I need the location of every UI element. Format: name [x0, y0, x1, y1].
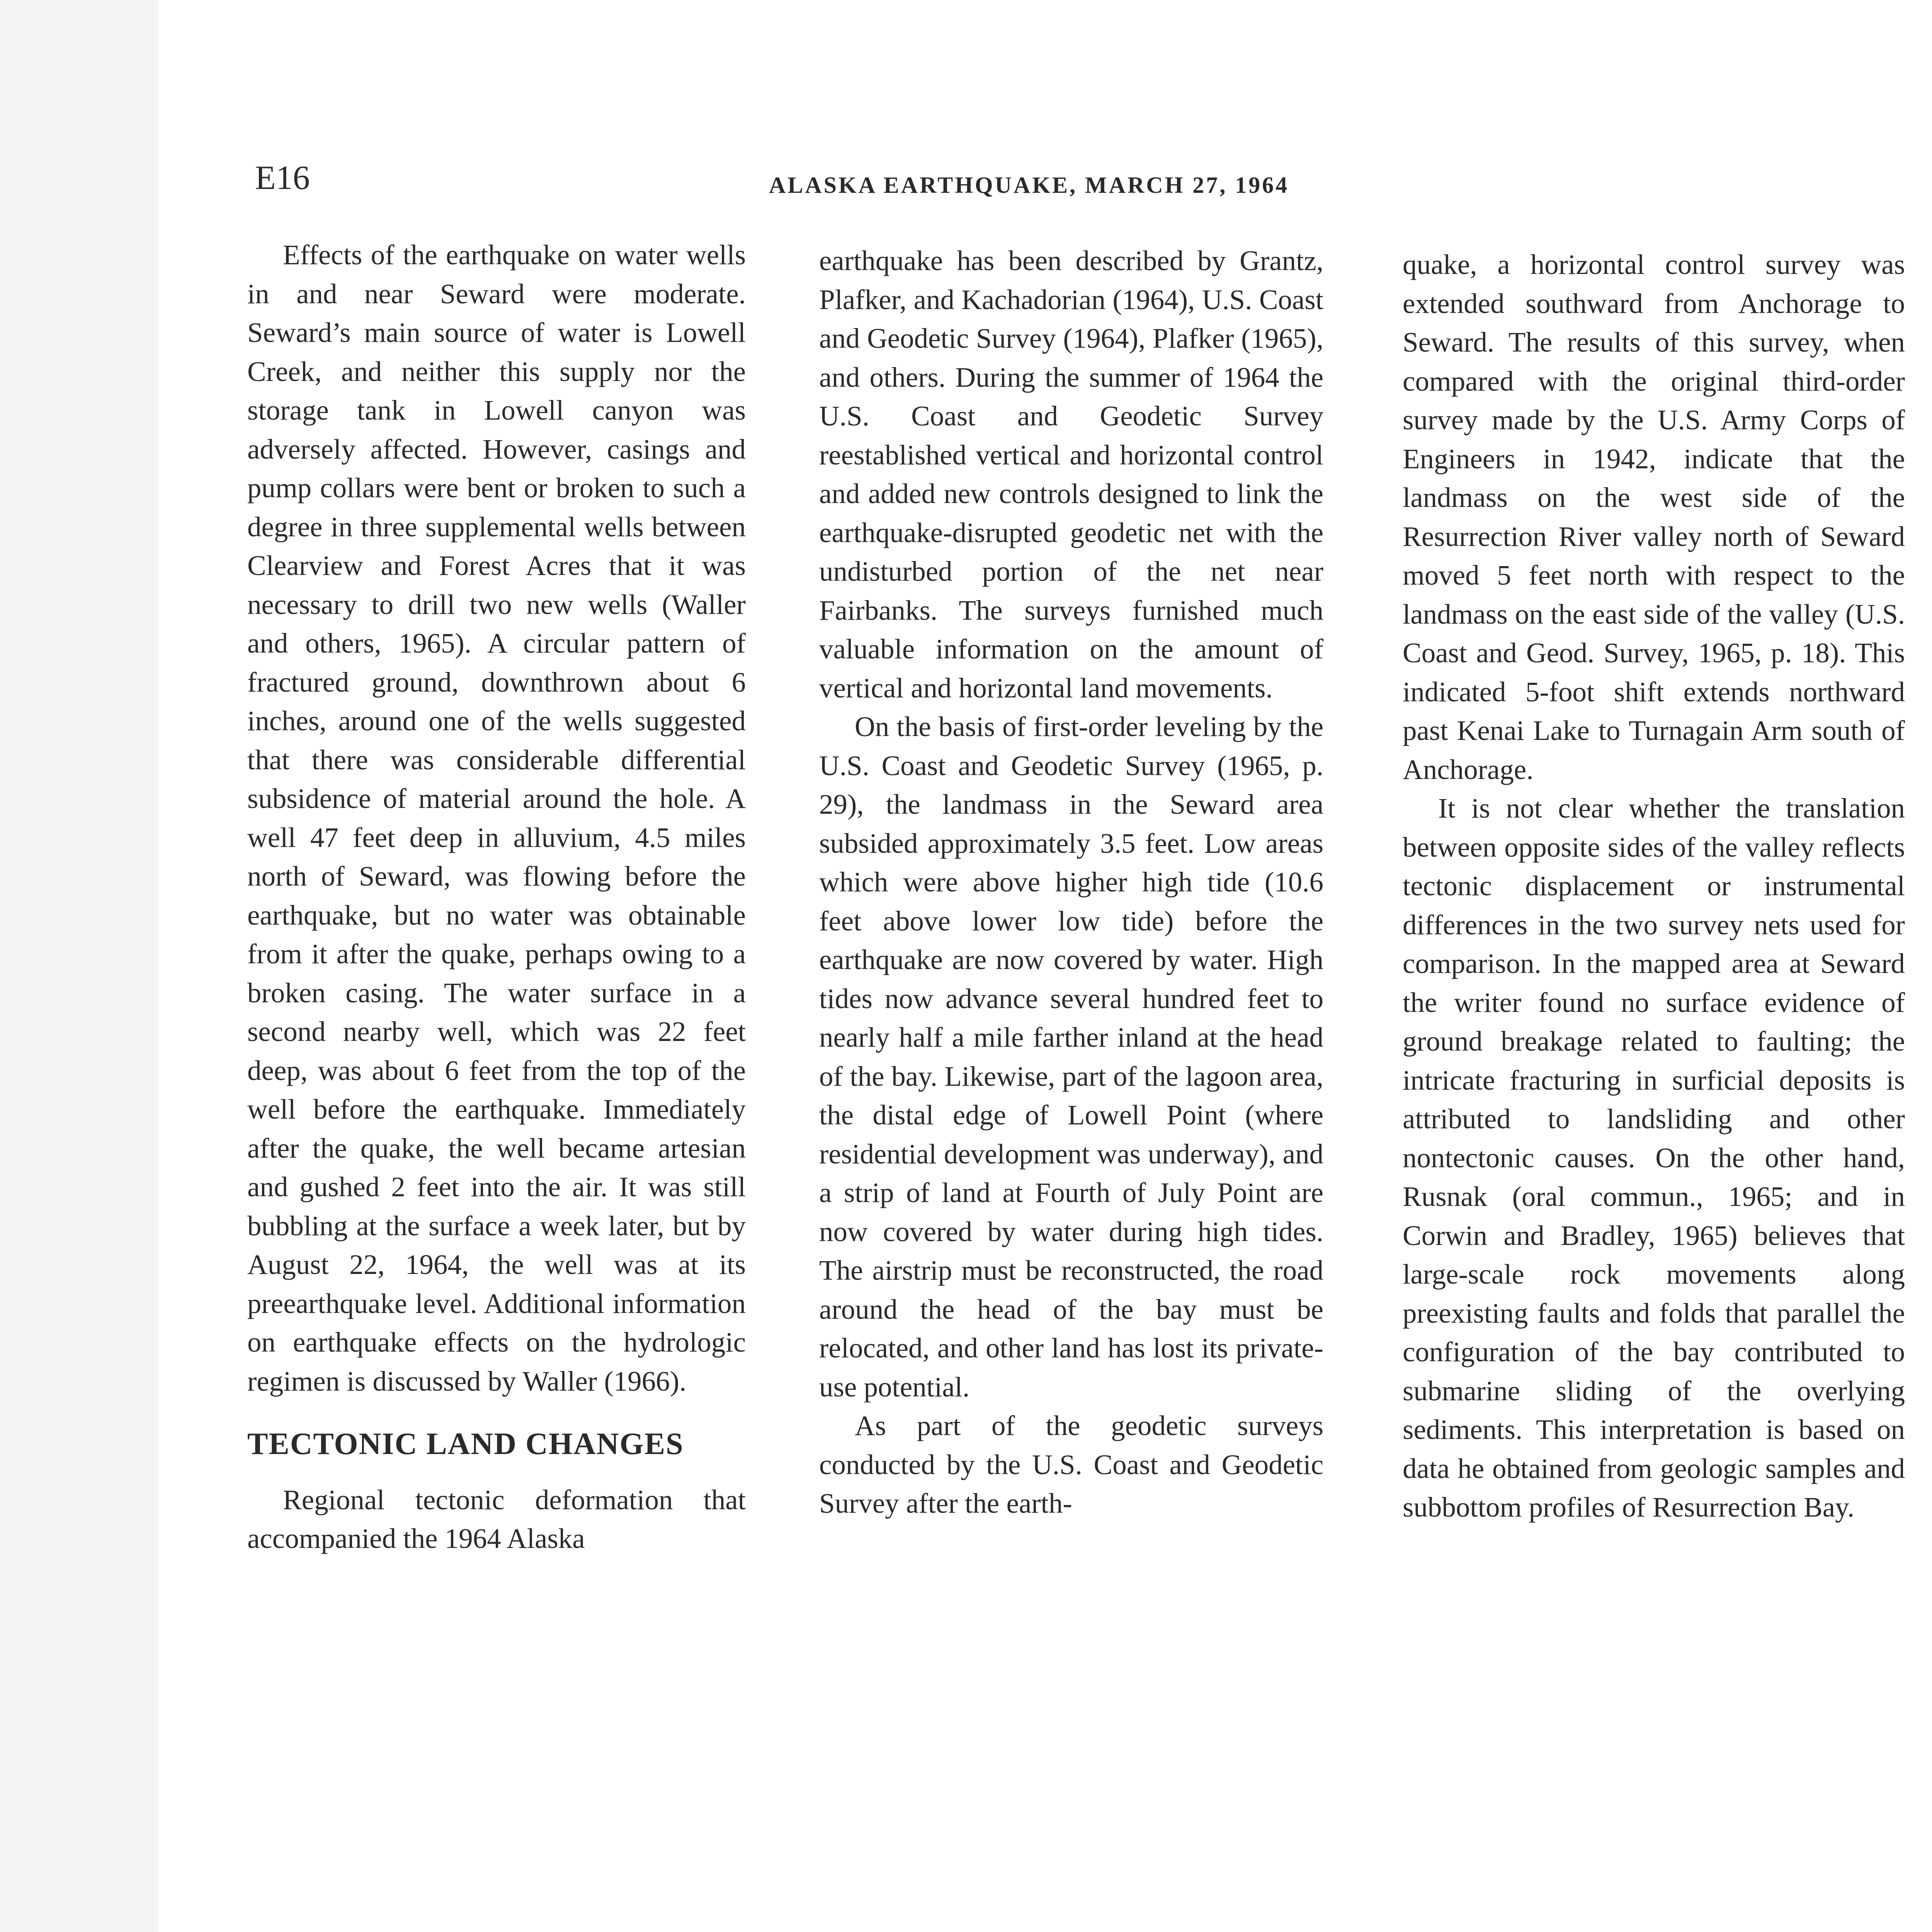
page-number: E16 — [255, 159, 310, 197]
heading-tectonic-land-changes: TECTONIC LAND CHANGES — [247, 1427, 684, 1461]
paragraph-water-wells: Effects of the earthquake on water wells in and near Seward were moderate. Seward’s main source of water is Lowell Creek, and neither this supply nor the storage tank in Lowell canyon was adversely affected. However, casings and pump collars were bent or broken to such a degree in three supplemental wells between Clearview and Forest Acres that it was necessary to drill two new wells (Waller and others, 1965). A circular pattern of fractured ground, downthrown about 6 inches, around one of the wells suggested that there was considerable differential subsidence of material around the hole. A well 47 feet deep in alluvium, 4.5 miles north of Seward, was flowing before the earthquake, but no water was obtainable from it after the quake, perhaps owing to a broken casing. The water surface in a second nearby well, which was 22 feet deep, was about 6 feet from the top of the well before the earthquake. Immediately after the quake, the well became artesian and gushed 2 feet into the air. It was still bubbling at the surface a week later, but by August 22, 1964, the well was at its preearthquake level. Additional information on earthquake effects on the hydrologic regimen is discussed by Waller (1966). — [247, 239, 746, 1397]
paragraph-tectonic-intro: Regional tectonic deformation that accompanied the 1964 Alaska — [247, 1484, 746, 1554]
paragraph-continued: quake, a horizontal control survey was extended southward from Anchorage to Seward. The results of this survey, when compared with the original third-order survey made by the U.S. Army Corps of Engineers in 1942, indicate that the landmass on the west side of the Resurrection River valley north of Seward moved 5 feet north with respect to the landmass on the east side of the valley (U.S. Coast and Geod. Survey, 1965, p. 18). This indicated 5-foot shift extends northward past Kenai Lake to Turnagain Arm south of Anchorage. — [1403, 249, 1905, 785]
text-column-3 — [1403, 245, 1905, 1527]
paragraph-leveling: On the basis of first-order leveling by the U.S. Coast and Geodetic Survey (1965, p. 29), the landmass in the Seward area subsided approximately 3.5 feet. Low areas which were above higher high tide (10.6 feet above lower low tide) before the earthquake are now covered by water. High tides now advance several hundred feet to nearly half a mile farther inland at the head of the bay. Likewise, part of the lagoon area, the distal edge of Lowell Point (where residential development was underway), and a strip of land at Fourth of July Point are now covered by water during high tides. The airstrip must be reconstructed, the road around the head of the bay must be relocated, and other land has lost its private-use potential. — [819, 711, 1323, 1403]
paragraph-translation: It is not clear whether the translation between opposite sides of the valley reflects tectonic displacement or instrumental differences in the two survey nets used for comparison. In the mapped area at Seward the writer found no surface evidence of ground breakage related to faulting; the intricate fracturing in surficial deposits is attributed to landsliding and other nontectonic causes. On the other hand, Rusnak (oral commun., 1965; and in Corwin and Bradley, 1965) believes that large-scale rock movements along preexisting faults and folds that parallel the configuration of the bay contributed to submarine sliding of the overlying sediments. This interpretation is based on data he obtained from geologic samples and subbottom profiles of Resurrection Bay. — [1403, 793, 1905, 1523]
paragraph-continued: earthquake has been described by Grantz, Plafker, and Kachadorian (1964), U.S. Coast and Geodetic Survey (1964), Plafker (1965), and others. During the summer of 1964 the U.S. Coast and Geodetic Survey reestablished vertical and horizontal control and added new controls designed to link the earthquake-disrupted geodetic net with the undisturbed portion of the net near Fairbanks. The surveys furnished much valuable information on the amount of vertical and horizontal land movements. — [819, 245, 1323, 704]
running-title: ALASKA EARTHQUAKE, MARCH 27, 1964 — [769, 172, 1289, 198]
paragraph-geodetic-surveys: As part of the geodetic surveys conducted by the U.S. Coast and Geodetic Survey after the earth- — [819, 1410, 1323, 1519]
scan-margin — [0, 0, 158, 1932]
text-column-2 — [819, 242, 1323, 1523]
text-column-1 — [247, 236, 746, 1558]
